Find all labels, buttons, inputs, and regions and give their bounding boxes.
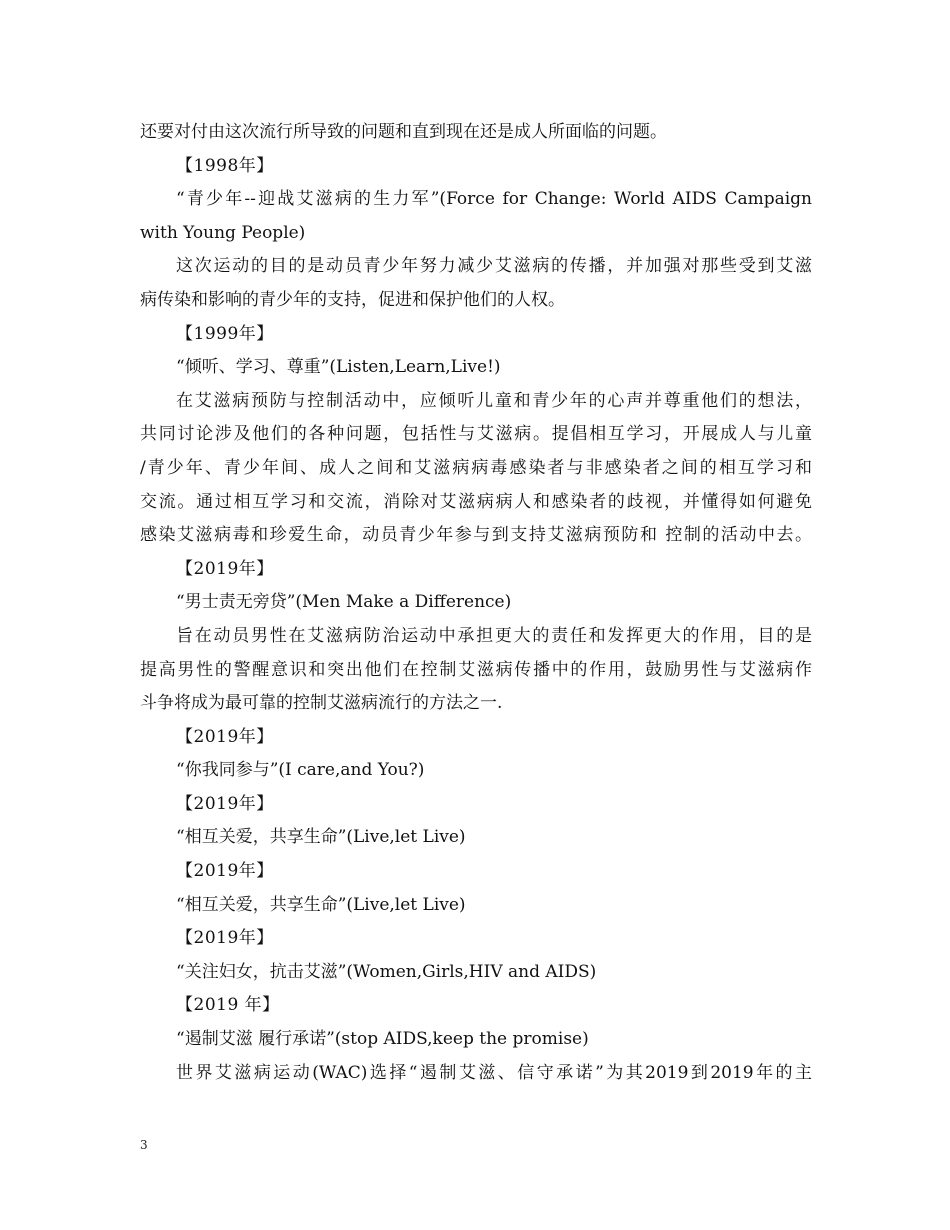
section-year-heading: 【1999年】 xyxy=(176,323,274,344)
paragraph-line: /青少年、青少年间、成人之间和艾滋病病毒感染者与非感染者之间的相互学习和 xyxy=(140,457,812,478)
paragraph-line: 共同讨论涉及他们的各种问题，包括性与艾滋病。提倡相互学习，开展成人与儿童 xyxy=(140,424,812,445)
paragraph-line: with Young People) xyxy=(140,222,306,243)
paragraph-first-line: 旨在动员男性在艾滋病防治运动中承担更大的责任和发挥更大的作用，目的是 xyxy=(176,625,812,646)
section-year-heading: 【1998年】 xyxy=(176,155,274,176)
theme-line: “相互关爱，共享生命”(Live,let Live) xyxy=(176,894,466,915)
section-year-heading: 【2019年】 xyxy=(176,793,274,814)
paragraph-first-line: 这次运动的目的是动员青少年努力减少艾滋病的传播，并加强对那些受到艾滋 xyxy=(176,256,812,277)
paragraph-line: 还要对付由这次流行所导致的问题和直到现在还是成人所面临的问题。 xyxy=(140,122,667,142)
theme-line: “倾听、学习、尊重”(Listen,Learn,Live!) xyxy=(176,357,501,378)
paragraph-line: 提高男性的警醒意识和突出他们在控制艾滋病传播中的作用，鼓励男性与艾滋病作 xyxy=(140,659,812,680)
theme-line: “相互关爱，共享生命”(Live,let Live) xyxy=(176,827,466,848)
paragraph-line: 斗争将成为最可靠的控制艾滋病流行的方法之一. xyxy=(140,693,503,714)
section-year-heading: 【2019年】 xyxy=(176,726,274,747)
theme-line: “你我同参与”(I care,and You?) xyxy=(176,760,425,781)
section-year-heading: 【2019年】 xyxy=(176,928,274,949)
section-year-heading: 【2019年】 xyxy=(176,861,274,882)
paragraph-line: 病传染和影响的青少年的支持，促进和保护他们的人权。 xyxy=(140,289,565,310)
theme-line: “关注妇女，抗击艾滋”(Women,Girls,HIV and AIDS) xyxy=(176,961,597,982)
document-body xyxy=(140,116,812,1090)
theme-line: “遏制艾滋 履行承诺”(stop AIDS,keep the promise) xyxy=(176,1029,589,1050)
paragraph-first-line: 在艾滋病预防与控制活动中，应倾听儿童和青少年的心声并尊重他们的想法， xyxy=(176,390,812,411)
paragraph-line: 感染艾滋病毒和珍爱生命，动员青少年参与到支持艾滋病预防和 控制的活动中去。 xyxy=(140,525,812,546)
page-number: 3 xyxy=(140,1138,148,1152)
section-year-heading: 【2019年】 xyxy=(176,558,274,579)
paragraph-line: 交流。通过相互学习和交流，消除对艾滋病病人和感染者的歧视，并懂得如何避免 xyxy=(140,491,812,512)
theme-line: “男士责无旁贷”(Men Make a Difference) xyxy=(176,592,512,613)
paragraph-first-line: “青少年--迎战艾滋病的生力军”(Force for Change: World AIDS Campaign xyxy=(176,189,812,210)
paragraph-first-line: 世界艾滋病运动(WAC)选择“遏制艾滋、信守承诺”为其2019到2019年的主 xyxy=(176,1062,812,1083)
section-year-heading: 【2019 年】 xyxy=(176,995,280,1016)
